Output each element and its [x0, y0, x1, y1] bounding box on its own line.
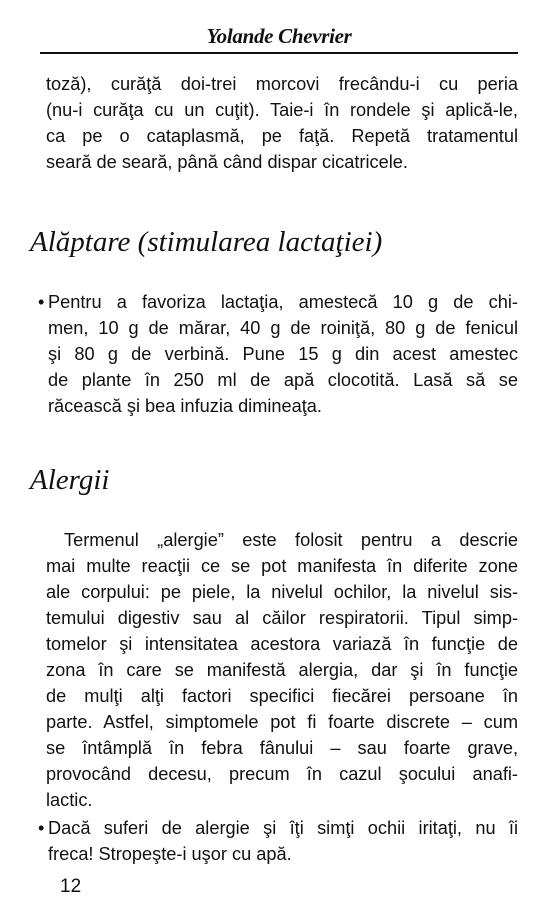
text-line: toză), curăţă doi-trei morcovi frecându-i cu peria: [46, 74, 518, 94]
bullet-text: Pentru a favoriza lactaţia, amestecă 10 g de chi-: [48, 292, 518, 312]
text-line: ale corpului: pe piele, la nivelul ochilor, la nivelul sis-: [46, 582, 518, 602]
text-line: freca! Stropeşte-i uşor cu apă.: [48, 844, 292, 864]
text-line: lactic.: [46, 790, 93, 810]
text-line: provocând decesu, precum în cazul şocului anafi-: [46, 764, 518, 784]
text-line: zona în care se manifestă alergia, dar şi în funcţie: [46, 660, 518, 680]
text-line: de mulţi alţi factori specifici fiecărei persoane în: [46, 686, 518, 706]
bullet-item: [38, 815, 518, 867]
text-line: [38, 289, 518, 315]
page-number: 12: [60, 876, 82, 897]
text-line: de plante în 250 ml de apă clocotită. Lasă să se: [48, 370, 518, 390]
text-line: tomelor şi intensitatea acestora variază în funcţie de: [46, 634, 518, 654]
bullet-marker: •: [38, 818, 45, 838]
text-line: Termenul „alergie” este folosit pentru a descrie: [64, 530, 518, 550]
text-line: se întâmplă în febra fânului – sau foarte grave,: [46, 738, 518, 758]
bullet-text: Dacă suferi de alergie şi îţi simţi ochii iritaţi, nu îi: [48, 818, 518, 838]
section-heading-alergii: Alergii: [30, 464, 110, 496]
running-head: Yolande Chevrier: [206, 24, 352, 48]
header-rule: [40, 52, 518, 54]
text-line: mai multe reacţii ce se pot manifesta în diferite zone: [46, 556, 518, 576]
text-line: parte. Astfel, simptomele pot fi foarte discrete – cum: [46, 712, 518, 732]
text-line: şi 80 g de verbină. Pune 15 g din acest amestec: [48, 344, 518, 364]
text-line: (nu-i curăţa cu un cuţit). Taie-i în rondele şi aplică-le,: [46, 100, 518, 120]
text-line: ca pe o cataplasmă, pe faţă. Repetă tratamentul: [46, 126, 518, 146]
text-line: răcească şi bea infuzia dimineaţa.: [48, 396, 322, 416]
body-paragraph: [46, 527, 518, 813]
text-line: men, 10 g de mărar, 40 g de roiniţă, 80 g de fenicul: [48, 318, 518, 338]
section-heading-alaptare: Alăptare (stimularea lactaţiei): [30, 226, 383, 258]
text-line: seară de seară, până când dispar cicatricele.: [46, 152, 408, 172]
bullet-marker: •: [38, 292, 45, 312]
intro-paragraph: [46, 71, 518, 175]
text-line: temului digestiv sau al căilor respiratorii. Tipul simp-: [46, 608, 518, 628]
bullet-item: [38, 289, 518, 419]
text-line: [38, 815, 518, 841]
